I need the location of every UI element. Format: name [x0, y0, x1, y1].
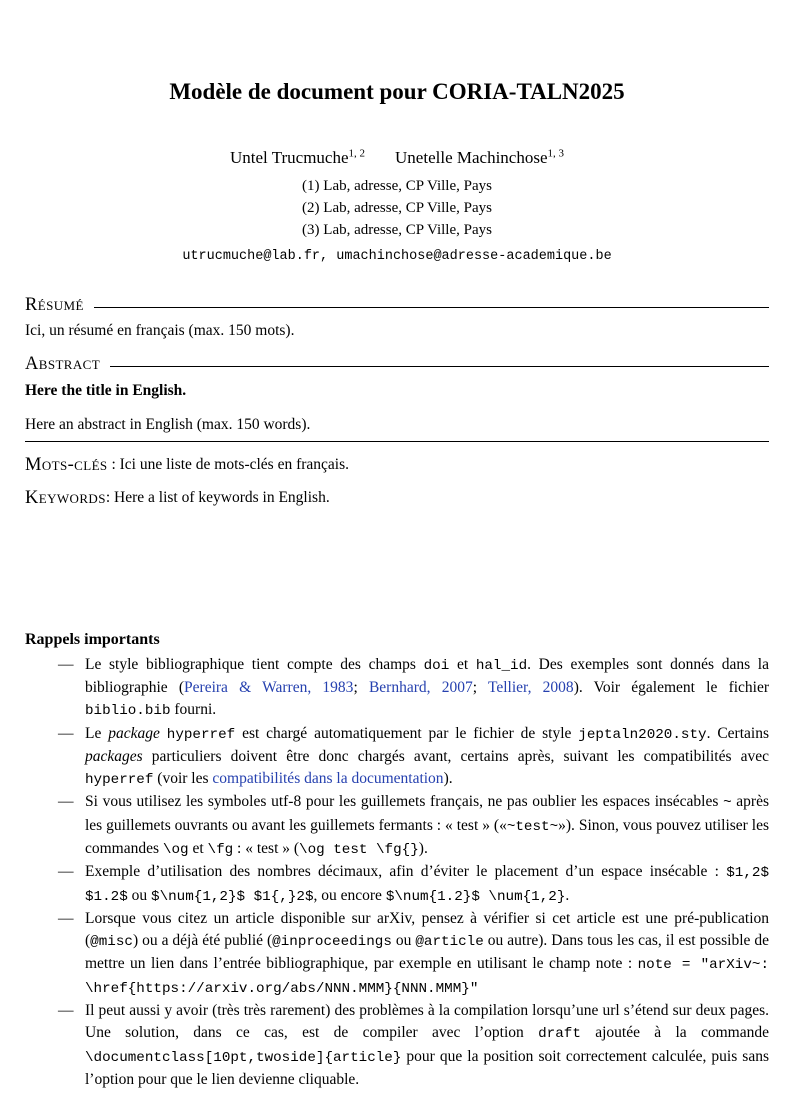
text-segment: , ou encore — [313, 886, 386, 904]
affiliation-3: (3) Lab, adresse, CP Ville, Pays — [302, 222, 492, 239]
text-segment: note = "arXiv~: \href{https://arxiv.org/abs/NNN.MMM}{NNN.MMM}" — [85, 957, 769, 997]
reminders-section — [25, 631, 769, 1092]
text-segment: ; — [353, 678, 369, 696]
text-segment: ou autre). Dans tous les cas, il est possible de mettre un lien dans l’entrée bibliographique, par exemple en utilisant le champ note : — [85, 932, 769, 973]
list-item-text — [85, 723, 769, 792]
list-item-text — [85, 791, 769, 861]
dash-marker: — — [58, 793, 74, 811]
text-segment: jeptaln2020.sty — [578, 726, 707, 743]
list-item — [25, 861, 769, 908]
text-segment: Si vous utilisez les symboles utf-8 pour les guillemets français, ne pas oublier les espaces insécables — [85, 793, 724, 811]
english-title: Here the title in English. — [25, 381, 187, 399]
text-segment: particuliers doivent être donc chargés avant, certains après, suivant les compatibilités avec — [142, 747, 769, 765]
text-segment: ) ou a déjà été publié ( — [132, 932, 273, 950]
text-segment: ajoutée à la commande — [580, 1024, 769, 1042]
author-2-name: Unetelle Machinchose — [395, 148, 548, 168]
text-segment: ). — [443, 770, 453, 788]
resume-heading: Résumé — [25, 295, 84, 316]
text-segment: et — [449, 655, 476, 673]
heading-rule — [94, 307, 769, 308]
text-segment: Le style bibliographique tient compte des champs — [85, 655, 424, 673]
text-segment: ). — [418, 840, 428, 857]
text-segment: ; — [472, 678, 488, 696]
text-segment: @inproceedings — [272, 934, 392, 951]
author-2 — [395, 148, 564, 167]
resume-text: Ici, un résumé en français (max. 150 mots). — [25, 321, 295, 339]
list-item-text — [85, 1000, 769, 1091]
abstract-section — [25, 354, 769, 442]
list-item — [25, 723, 769, 792]
text-segment: $\num{1.2}$ \num{1,2} — [385, 888, 566, 905]
text-segment: Il peut aussi y avoir (très très rarement) des problèmes à la compilation lorsqu’une url s’étend sur deux pages. Une solution, dans ce cas, est de compiler avec l’option — [85, 1002, 769, 1042]
list-item-text — [85, 654, 769, 723]
text-segment: ~test~ — [506, 818, 559, 835]
list-item-text — [85, 908, 769, 1000]
paper-title: Modèle de document pour CORIA-TALN2025 — [169, 79, 625, 104]
dash-marker: — — [58, 724, 74, 742]
author-1-name: Untel Trucmuche — [230, 148, 349, 168]
text-segment: \fg — [207, 842, 234, 858]
text-segment: . — [565, 886, 570, 904]
text-segment — [160, 725, 167, 742]
text-segment: est chargé automatiquement par le fichier de style — [235, 724, 579, 742]
abstract-heading: Abstract — [25, 353, 101, 374]
text-segment: hal_id — [475, 657, 528, 674]
dash-marker: — — [58, 655, 74, 673]
text-segment: : « test » ( — [233, 840, 300, 857]
list-item — [25, 908, 769, 1000]
list-item — [25, 654, 769, 723]
mots-cles-line — [25, 454, 769, 475]
text-segment: biblio.bib — [85, 703, 171, 720]
inline-link[interactable]: Bernhard, 2007 — [368, 678, 473, 696]
text-segment: pour que la position soit correctement calculée, puis sans l’option pour que le lien devienne cliquable. — [85, 1047, 769, 1088]
keywords-text: : Here a list of keywords in English. — [105, 489, 330, 507]
text-segment: package — [108, 724, 160, 742]
text-segment: $1,2$ $1.2$ — [85, 865, 769, 905]
keywords-line — [25, 487, 769, 508]
affiliation-2: (2) Lab, adresse, CP Ville, Pays — [302, 200, 492, 217]
author-2-affiliation-sup: 1, 3 — [547, 147, 564, 160]
text-segment: ou — [127, 886, 152, 904]
text-segment: hyperref — [166, 726, 236, 743]
dash-marker: — — [58, 863, 74, 881]
text-segment: . Certains — [706, 724, 769, 742]
keywords-label: Keywords — [25, 488, 106, 509]
heading-rule — [110, 366, 769, 367]
inline-link[interactable]: compatibilités dans la documentation — [212, 770, 444, 788]
text-segment: \documentclass[10pt,twoside]{article} — [85, 1049, 402, 1066]
inline-link[interactable]: Tellier, 2008 — [487, 678, 574, 696]
resume-heading-row — [25, 295, 769, 315]
dash-marker: — — [58, 1002, 74, 1020]
text-segment: \og test \fg{} — [299, 842, 419, 858]
inline-link[interactable]: Pereira & Warren, 1983 — [184, 678, 354, 696]
abstract-text: Here an abstract in English (max. 150 words). — [25, 414, 769, 442]
abstract-heading-row — [25, 354, 769, 374]
text-segment: \og — [162, 842, 189, 858]
text-segment: ou — [391, 932, 416, 950]
mots-cles-text: : Ici une liste de mots-clés en français. — [107, 455, 350, 473]
mots-cles-label: Mots-clés — [25, 454, 108, 475]
text-segment: Lorsque vous citez un article disponible sur arXiv, pensez à vérifier si cet article est une pré-publication ( — [85, 909, 769, 950]
resume-section — [25, 295, 769, 340]
author-emails: utrucmuche@lab.fr, umachinchose@adresse-academique.be — [182, 249, 612, 265]
text-segment: ~ — [723, 795, 732, 812]
list-item — [25, 791, 769, 861]
affiliation-1: (1) Lab, adresse, CP Ville, Pays — [302, 178, 492, 195]
list-item-text — [85, 861, 769, 908]
dash-marker: — — [58, 909, 74, 927]
author-1 — [230, 148, 365, 167]
text-segment: après les guillemets ouvrants ou avant les guillemets fermants : « test » (« — [85, 793, 770, 834]
text-segment: Exemple d’utilisation des nombres décimaux, afin d’éviter le placement d’un espace insécable : — [85, 863, 727, 881]
text-segment: hyperref — [85, 772, 154, 789]
authors-line — [25, 148, 769, 169]
text-segment: . Des exemples sont donnés dans la bibliographie ( — [85, 655, 769, 696]
text-segment: et — [188, 840, 208, 857]
text-segment: draft — [538, 1026, 581, 1043]
text-segment: (voir les — [153, 770, 213, 788]
text-segment: doi — [423, 657, 450, 674]
text-segment: fourni. — [170, 701, 217, 719]
affiliations-block — [25, 175, 769, 241]
reminders-heading: Rappels importants — [25, 630, 160, 648]
text-segment: @article — [415, 934, 484, 951]
text-segment: $\num{1,2}$ $1{,}2$ — [151, 888, 314, 905]
text-segment: Le — [85, 724, 109, 742]
text-segment: packages — [85, 747, 143, 765]
text-segment: »). Sinon, vous pouvez utiliser les commandes — [85, 816, 770, 857]
text-segment: ). Voir également le fichier — [573, 678, 770, 696]
author-1-affiliation-sup: 1, 2 — [348, 147, 366, 160]
text-segment: @misc — [90, 934, 133, 951]
list-item — [25, 1000, 769, 1091]
